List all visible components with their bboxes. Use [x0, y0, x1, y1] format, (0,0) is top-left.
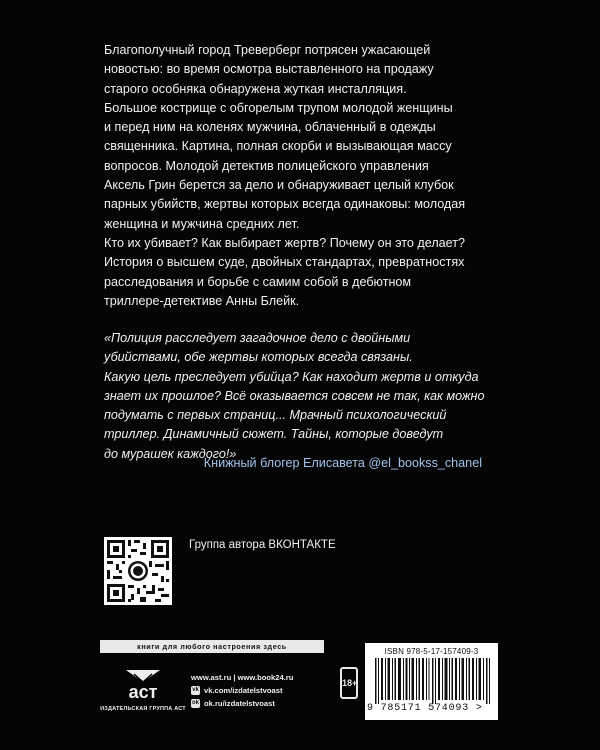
blurb-line: Большое кострище с обгорелым трупом молодой женщины	[104, 100, 453, 115]
blurb-line: вопросов. Молодой детектив полицейского управления	[104, 158, 429, 173]
age-rating-badge: 18+	[340, 667, 358, 699]
blurb-line: Кто их убивает? Как выбирает жертв? Почему он это делает?	[104, 235, 466, 250]
vk-link[interactable]	[191, 684, 293, 697]
tagline: книги для любого настроения здесь	[100, 640, 324, 653]
quote-line: до мурашек каждого!»	[104, 446, 237, 461]
ok-link-text: ok.ru/izdatelstvoast	[204, 699, 275, 708]
ok-icon: ok	[191, 700, 199, 706]
publisher-logo	[100, 662, 186, 718]
blurb-line: Благополучный город Треверберг потрясен ужасающей	[104, 43, 431, 57]
qr-label: Группа автора ВКОНТАКТЕ	[189, 539, 336, 551]
site-link[interactable]	[191, 671, 293, 684]
publisher-footer	[100, 640, 498, 720]
publisher-links	[191, 671, 293, 710]
blurb-line: парных убийств, жертвы которых всегда одинаковы: молодая	[104, 197, 466, 212]
blurb-line: триллере-детективе Анны Блейк.	[104, 293, 300, 308]
logo-text: аст	[128, 682, 158, 702]
quote-line: «Полиция расследует загадочное дело с двойными	[104, 331, 411, 345]
quote-line: убийствами, обе жертвы которых всегда связаны.	[104, 350, 413, 365]
blurb-line: и перед ним на коленях мужчина, облаченный в одежды	[104, 120, 436, 135]
barcode-panel	[365, 643, 498, 720]
vk-link-text: vk.com/izdatelstvoast	[204, 686, 283, 695]
barcode-digits: 9 785171 574093 >	[367, 703, 483, 714]
blurb-line: новостью: во время осмотра выставленного на продажу	[104, 62, 434, 77]
blurb-line: История о высшем суде, двойных стандартах, превратностях	[104, 255, 465, 270]
qr-code[interactable]	[104, 537, 172, 605]
qr-code-graphic	[104, 537, 172, 605]
blurb-line: старого особняка обнаружена жуткая инсталляция.	[104, 81, 407, 96]
site-link-text: www.ast.ru | www.book24.ru	[191, 673, 294, 682]
isbn-text: ISBN 978-5-17-157409-3	[384, 647, 479, 656]
quote-line: Какую цель преследует убийца? Как находит жертв и откуда	[104, 369, 479, 384]
quote-line: знает их прошлое? Всё оказывается совсем не так, как можно	[104, 388, 485, 403]
quote-line: подумать с первых страниц... Мрачный психологический	[104, 408, 447, 423]
barcode-graphic	[375, 658, 493, 704]
vk-icon: vk	[192, 687, 199, 693]
quote-line: триллер. Динамичный сюжет. Тайны, которые доведут	[104, 427, 444, 442]
ok-link[interactable]	[191, 697, 293, 710]
blurb-line: священника. Картина, полная скорби и вызывающая массу	[104, 139, 452, 154]
review-quote	[104, 329, 504, 464]
logo-caption: ИЗДАТЕЛЬСКАЯ ГРУППА АСТ	[100, 706, 186, 712]
blurb-line: женщина и мужчина средних лет.	[104, 216, 300, 231]
blurb-line: Аксель Грин берется за дело и обнаруживает целый клубок	[104, 178, 454, 193]
quote-author: Книжный блогер Елисавета @el_bookss_chanel	[203, 456, 482, 470]
blurb-text	[104, 41, 504, 311]
ast-logo-icon	[120, 662, 166, 702]
blurb-line: расследования и борьбе с самим собой в дебютном	[104, 274, 412, 289]
